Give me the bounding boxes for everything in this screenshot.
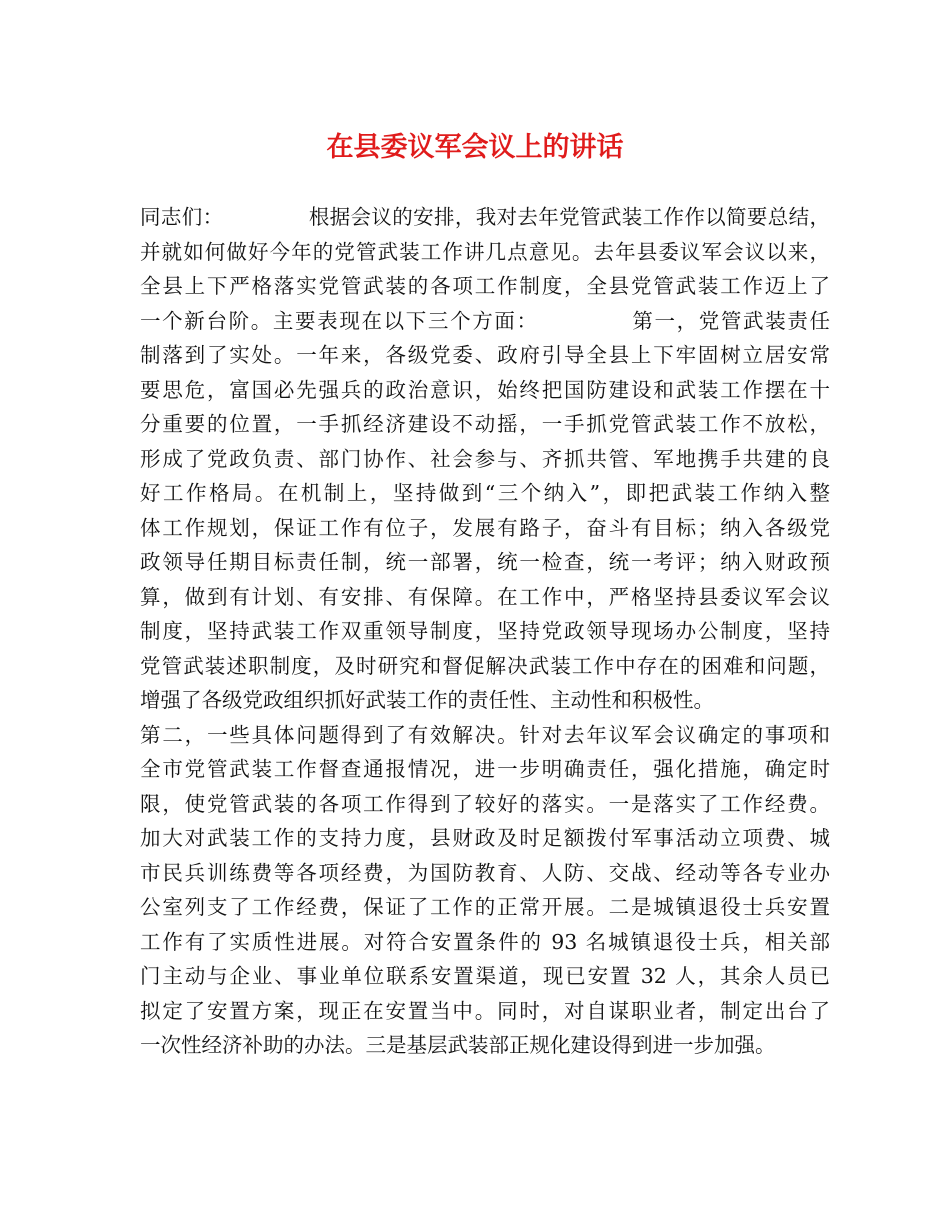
salutation: 同志们：: [140, 205, 224, 229]
body-line: 门主动与企业、事业单位联系安置渠道，现已安置 32 人，其余人员已: [140, 964, 830, 988]
body-line: 加大对武装工作的支持力度，县财政及时足额拨付军事活动立项费、城: [140, 826, 830, 850]
body-line: 制落到了实处。一年来，各级党委、政府引导全县上下牢固树立居安常: [140, 343, 830, 367]
body-line: 形成了党政负责、部门协作、社会参与、齐抓共管、军地携手共建的良: [140, 446, 830, 471]
body-line: 增强了各级党政组织抓好武装工作的责任性、主动性和积极性。: [140, 688, 714, 712]
body-line: 全县上下严格落实党管武装的各项工作制度，全县党管武装工作迈上了: [140, 274, 830, 298]
body-line: 政领导任期目标责任制，统一部署，统一检查，统一考评；纳入财政预: [140, 550, 830, 574]
body-line: 市民兵训练费等各项经费，为国防教育、人防、交战、经动等各专业办: [140, 860, 830, 885]
body-line: 算，做到有计划、有安排、有保障。在工作中，严格坚持县委议军会议: [140, 584, 830, 609]
body-line: 党管武装述职制度，及时研究和督促解决武装工作中存在的困难和问题，: [140, 653, 830, 678]
body-line: 同志们： 根据会议的安排，我对去年党管武装工作作以简要总结，: [140, 205, 830, 229]
body-line: 全市党管武装工作督查通报情况，进一步明确责任，强化措施，确定时: [140, 757, 830, 781]
body-line: 一次性经济补助的办法。三是基层武装部正规化建设得到进一步加强。: [140, 1033, 776, 1057]
document-body: [140, 200, 830, 1063]
body-line: 分重要的位置，一手抓经济建设不动摇，一手抓党管武装工作不放松，: [140, 412, 830, 436]
body-line: 公室列支了工作经费，保证了工作的正常开展。二是城镇退役士兵安置: [140, 895, 830, 919]
body-line: 工作有了实质性进展。对符合安置条件的 93 名城镇退役士兵，相关部: [140, 929, 830, 954]
body-line: 好工作格局。在机制上，坚持做到“三个纳入”，即把武装工作纳入整: [140, 481, 830, 505]
body-line: 制度，坚持武装工作双重领导制度，坚持党政领导现场办公制度，坚持: [140, 619, 830, 643]
body-line: 第二，一些具体问题得到了有效解决。针对去年议军会议确定的事项和: [140, 722, 830, 747]
body-line: 体工作规划，保证工作有位子，发展有路子，奋斗有目标；纳入各级党: [140, 515, 830, 540]
body-line: 一个新台阶。主要表现在以下三个方面： 第一，党管武装责任: [140, 308, 830, 333]
body-line: 要思危，富国必先强兵的政治意识，始终把国防建设和武装工作摆在十: [140, 377, 830, 402]
body-line: 拟定了安置方案，现正在安置当中。同时，对自谋职业者，制定出台了: [140, 998, 830, 1023]
body-line: 限，使党管武装的各项工作得到了较好的落实。一是落实了工作经费。: [140, 791, 830, 816]
document-title: 在县委议军会议上的讲话: [326, 132, 624, 163]
body-line: 并就如何做好今年的党管武装工作讲几点意见。去年县委议军会议以来，: [140, 239, 830, 264]
